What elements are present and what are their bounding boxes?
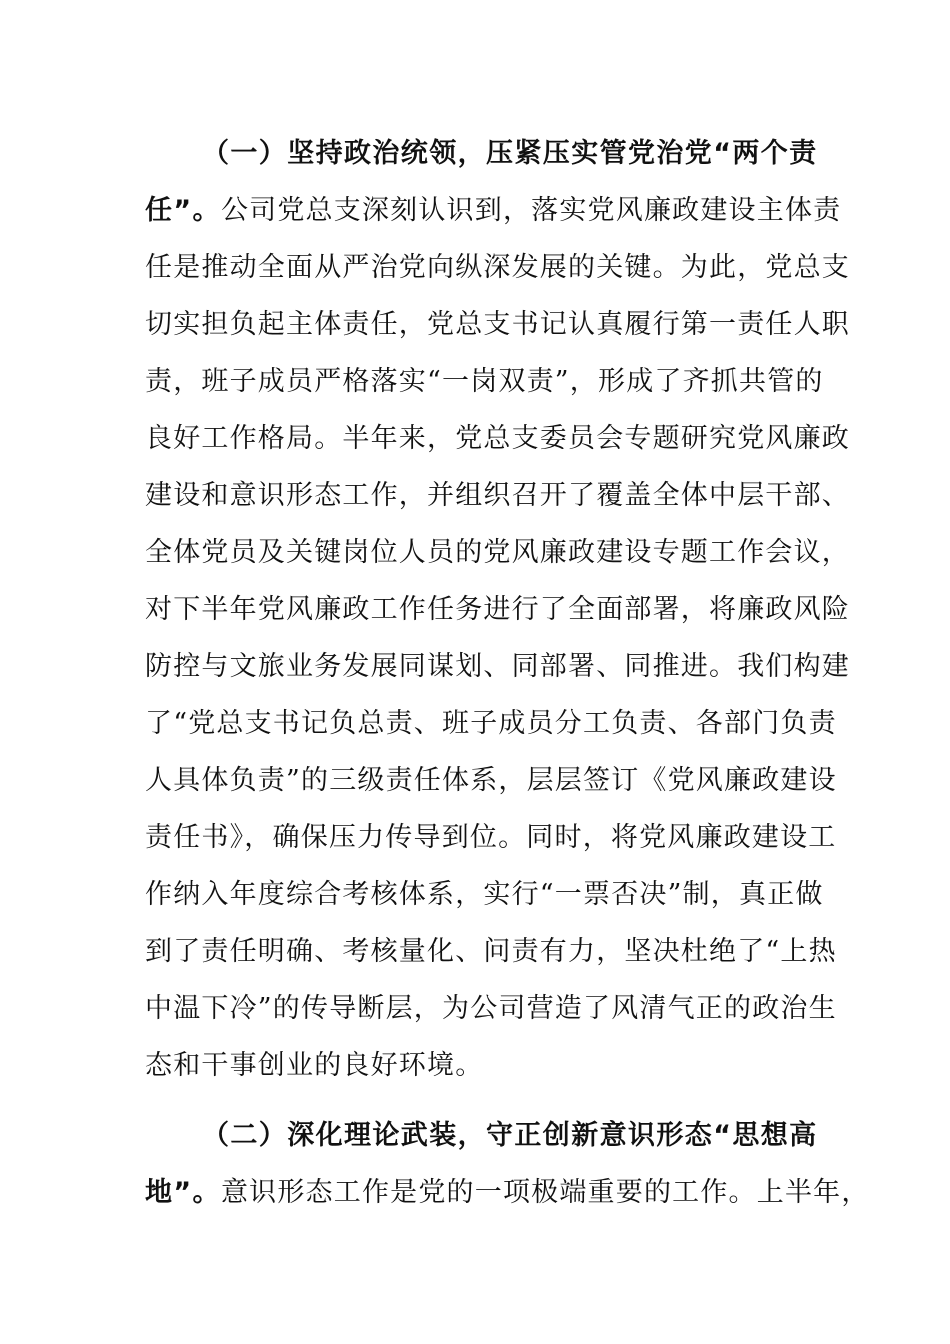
section1-line: 对下半年党风廉政工作任务进行了全面部署，将廉政风险 [145,594,850,625]
section1-heading: （一）坚持政治统领，压紧压实管党治党“两个责 [202,138,818,169]
section1-line: 切实担负起主体责任，党总支书记认真履行第一责任人职 [145,309,850,340]
section1-line: 建设和意识形态工作，并组织召开了覆盖全体中层干部、 [145,480,850,511]
section1-line: 到了责任明确、考核量化、问责有力，坚决杜绝了“上热 [145,936,837,967]
section2-line [145,1173,870,1213]
section1-line: 良好工作格局。半年来，党总支委员会专题研究党风廉政 [145,423,850,454]
section2-text: 意识形态工作是党的一项极端重要的工作。上半年， [220,1177,870,1208]
section1-line: 作纳入年度综合考核体系，实行“一票否决”制，真正做 [145,879,824,910]
section2-heading: （二）深化理论武装，守正创新意识形态“思想高 [202,1120,818,1151]
section1-line: 了“党总支书记负总责、班子成员分工负责、各部门负责 [145,708,837,739]
section1-heading-end: 任”。 [145,195,221,226]
section1-line: 防控与文旅业务发展同谋划、同部署、同推进。我们构建 [145,651,850,682]
section1-line: 全体党员及关键岗位人员的党风廉政建设专题工作会议， [145,537,850,568]
section1-line [145,191,842,231]
section1-line: 人具体负责”的三级责任体系，层层签订《党风廉政建设 [145,765,837,796]
section1-line: 中温下冷”的传导断层，为公司营造了风清气正的政治生 [145,993,837,1024]
section1-line: 态和干事创业的良好环境。 [145,1050,484,1081]
section1-text: 公司党总支深刻认识到，落实党风廉政建设主体责 [220,195,842,226]
section2-heading-end: 地”。 [145,1177,221,1208]
section1-line: 责任书》，确保压力传导到位。同时，将党风廉政建设工 [145,822,837,853]
section1-line: 责，班子成员严格落实“一岗双责”，形成了齐抓共管的 [145,366,824,397]
section1-line: 任是推动全面从严治党向纵深发展的关键。为此，党总支 [145,252,850,283]
